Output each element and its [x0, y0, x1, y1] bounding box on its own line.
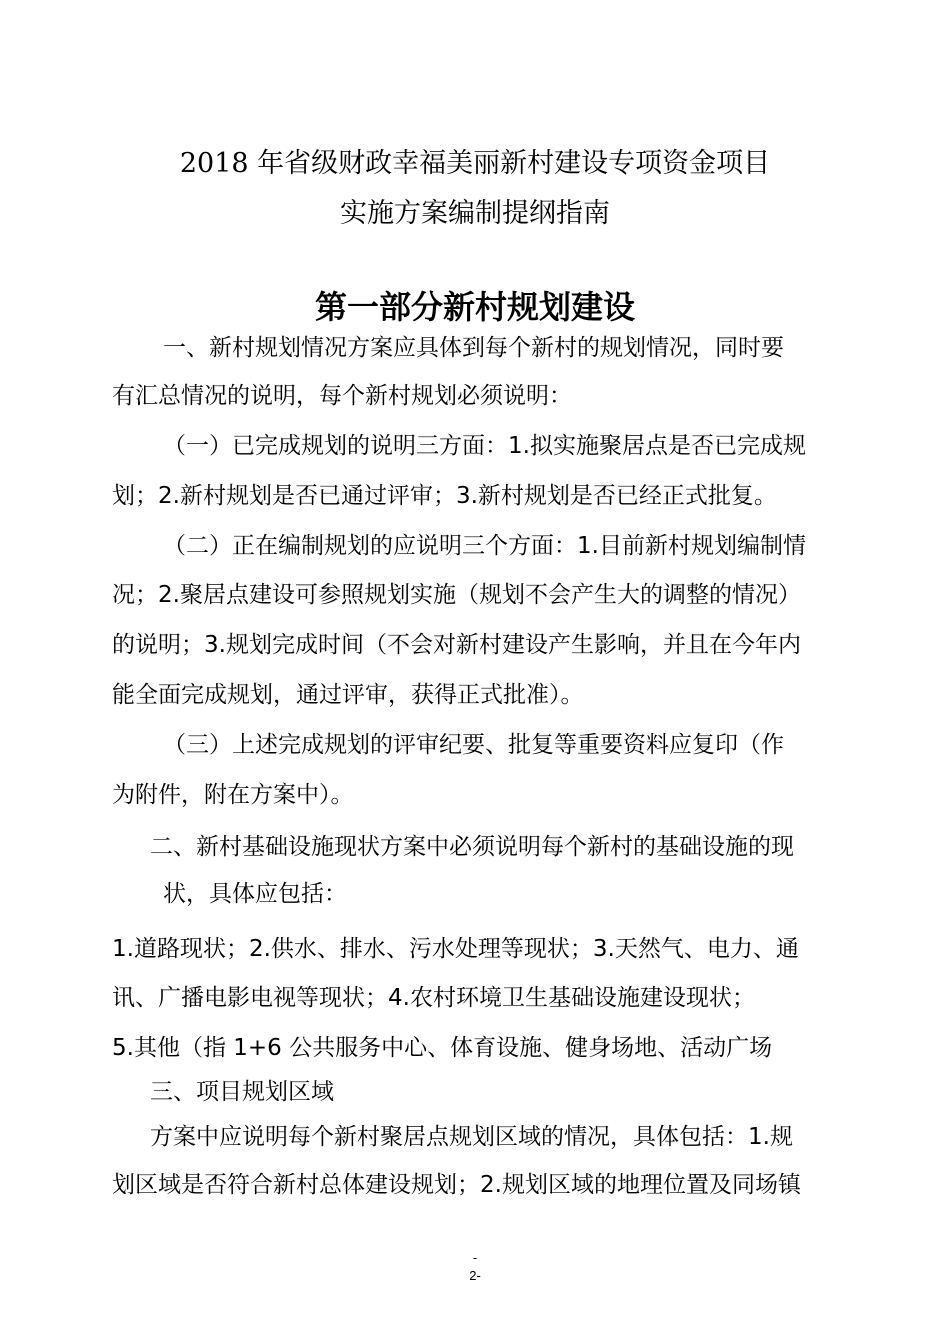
footer-dash: - — [472, 1250, 478, 1265]
page-number: 2- — [469, 1268, 481, 1283]
body-line-6: 况；2.聚居点建设可参照规划实施（规划不会产生大的调整的情况） — [112, 582, 801, 608]
part-heading: 第一部分新村规划建设 — [314, 288, 635, 326]
document-title-line-2: 实施方案编制提纲指南 — [340, 198, 610, 229]
body-line-1: 一、新村规划情况方案应具体到每个新村的规划情况，同时要 — [163, 335, 784, 361]
body-line-13: 1.道路现状；2.供水、排水、污水处理等现状；3.天然气、电力、通 — [112, 936, 799, 962]
body-line-15: 5.其他（指 1+6 公共服务中心、体育设施、健身场地、活动广场 — [112, 1035, 773, 1061]
body-line-10: 为附件，附在方案中）。 — [112, 782, 354, 808]
body-line-17: 方案中应说明每个新村聚居点规划区域的情况，具体包括：1.规 — [150, 1124, 793, 1150]
body-line-18: 划区域是否符合新村总体建设规划；2.规划区域的地理位置及同场镇 — [112, 1172, 801, 1198]
body-line-9: （三）上述完成规划的评审纪要、批复等重要资料应复印（作 — [163, 732, 784, 758]
body-line-4: 划；2.新村规划是否已通过评审；3.新村规划是否已经正式批复。 — [112, 483, 777, 509]
body-line-7: 的说明；3.规划完成时间（不会对新村建设产生影响，并且在今年内 — [112, 632, 801, 658]
body-line-16: 三、项目规划区域 — [150, 1079, 334, 1105]
body-line-3: （一）已完成规划的说明三方面：1.拟实施聚居点是否已完成规 — [163, 433, 806, 459]
document-title-line-1: 2018 年省级财政幸福美丽新村建设专项资金项目 — [179, 148, 771, 179]
body-line-2: 有汇总情况的说明，每个新村规划必须说明： — [112, 383, 572, 409]
body-line-11: 二、新村基础设施现状方案中必须说明每个新村的基础设施的现 — [150, 834, 794, 860]
body-line-8: 能全面完成规划，通过评审，获得正式批准）。 — [112, 682, 584, 708]
body-line-12: 状，具体应包括： — [163, 881, 347, 907]
body-line-5: （二）正在编制规划的应说明三个方面：1.目前新村规划编制情 — [163, 533, 806, 559]
body-line-14: 讯、广播电影电视等现状；4.农村环境卫生基础设施建设现状； — [112, 985, 755, 1011]
